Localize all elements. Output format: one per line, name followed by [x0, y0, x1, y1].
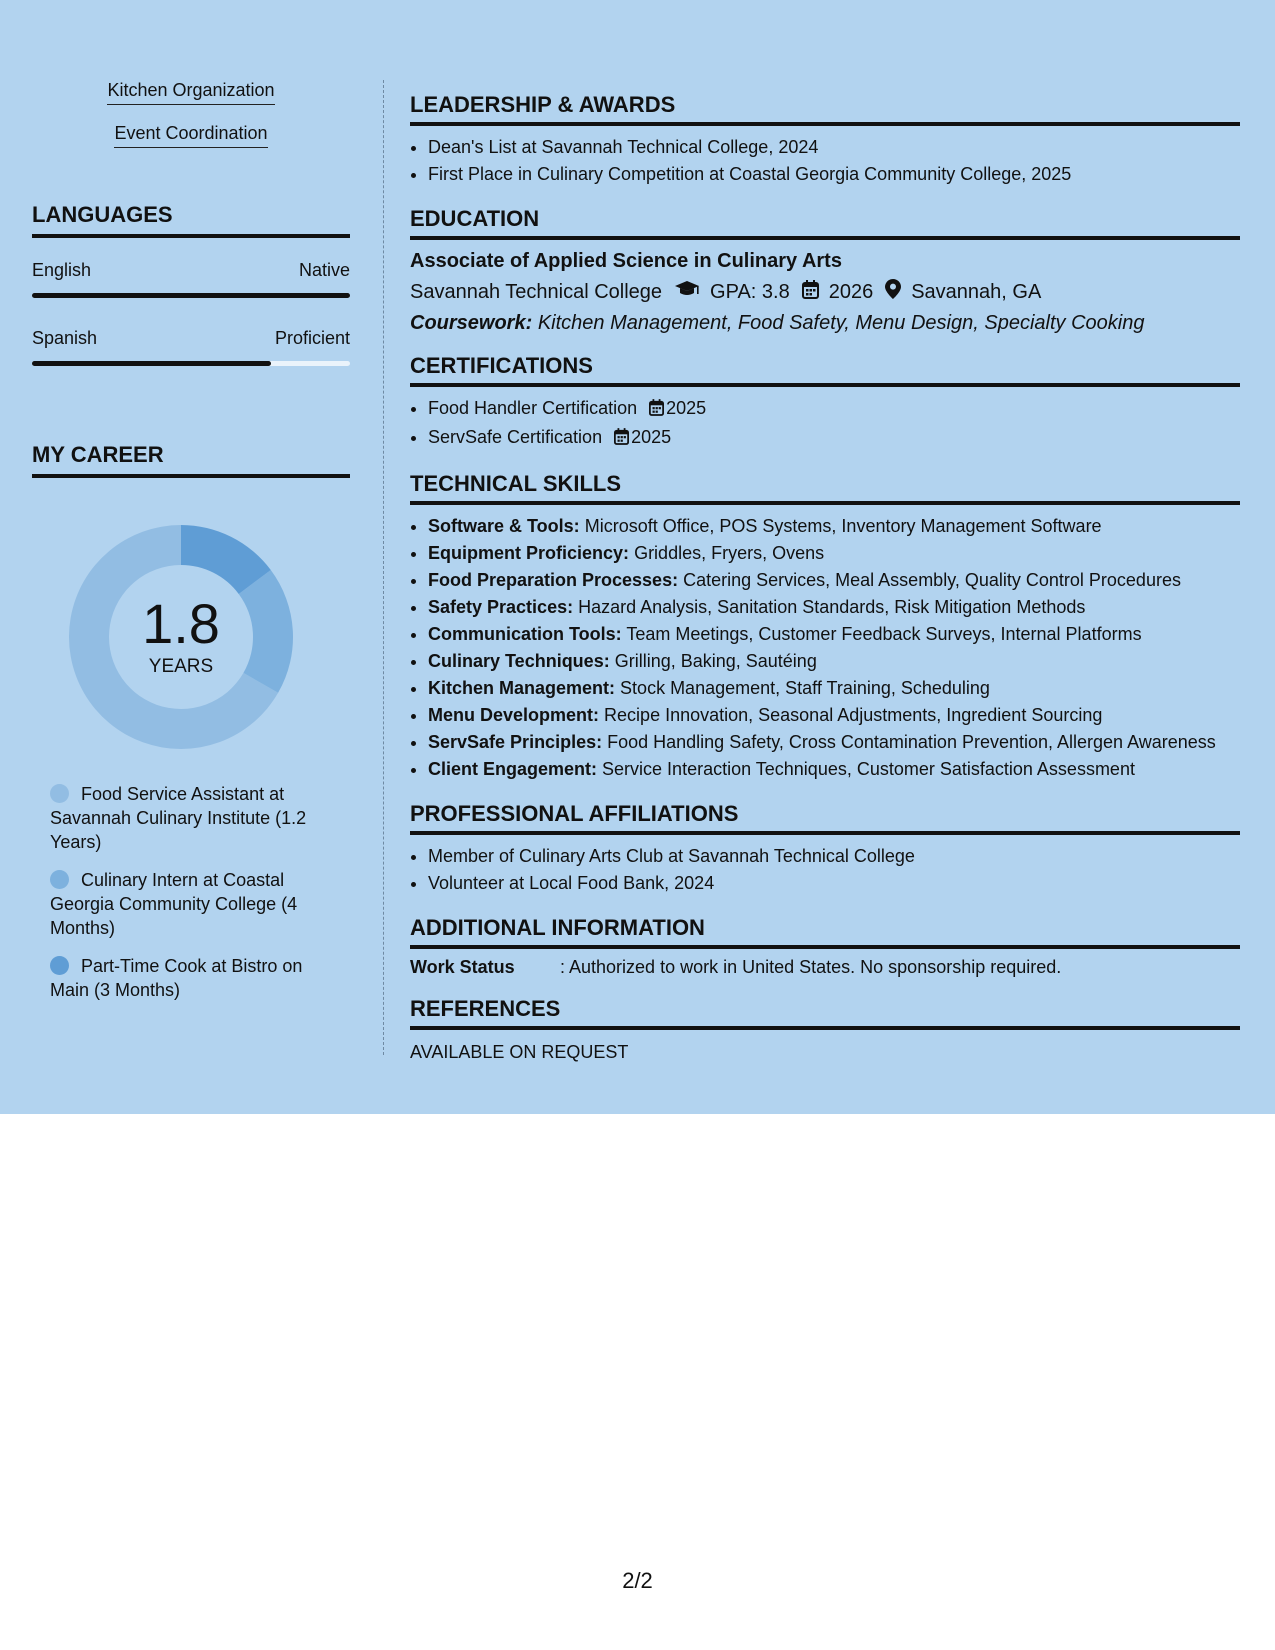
work-status-row: [410, 957, 1240, 978]
career-legend-item: [50, 868, 330, 940]
education-details: [410, 279, 1240, 305]
section-heading: CERTIFICATIONS: [410, 353, 1240, 387]
legend-dot-icon: [50, 870, 69, 889]
language-bar-fill: [32, 293, 350, 298]
career-legend-item: [50, 954, 330, 1002]
left-column: [32, 80, 350, 1016]
certification-name: Food Handler Certification: [428, 398, 638, 418]
technical-skill-item: [428, 621, 1240, 648]
language-bar: [32, 361, 350, 366]
skill-label: ServSafe Principles:: [428, 732, 603, 752]
leadership-section: [410, 92, 1240, 188]
language-level: Native: [298, 260, 350, 280]
references-section: [410, 996, 1240, 1063]
language-bar-fill: [32, 361, 271, 366]
skill-label: Menu Development:: [428, 705, 600, 725]
language-level: Proficient: [274, 328, 350, 348]
references-text: AVAILABLE ON REQUEST: [410, 1042, 629, 1062]
right-column: [410, 92, 1240, 1081]
section-heading: LEADERSHIP & AWARDS: [410, 92, 1240, 126]
career-total-years: 1.8: [142, 592, 220, 655]
technical-skill-item: [428, 567, 1240, 594]
certification-item: [428, 395, 1240, 424]
technical-skill-item: [428, 756, 1240, 783]
language-bar: [32, 293, 350, 298]
skill-value: Microsoft Office, POS Systems, Inventory Management Software: [584, 516, 1102, 536]
technical-skill-item: [428, 702, 1240, 729]
award-item: • First Place in Culinary Competition at Coastal Georgia Community College, 2025: [428, 161, 1240, 188]
school-location: Savannah, GA: [911, 280, 1042, 303]
certification-name: ServSafe Certification: [428, 427, 603, 447]
section-heading: ADDITIONAL INFORMATION: [410, 915, 1240, 949]
career-legend: [50, 782, 330, 1002]
certification-item: [428, 424, 1240, 453]
graduation-year: 2026: [828, 280, 874, 303]
skill-value: Hazard Analysis, Sanitation Standards, Risk Mitigation Methods: [578, 597, 1086, 617]
affiliations-section: [410, 801, 1240, 897]
section-heading: TECHNICAL SKILLS: [410, 471, 1240, 505]
skill-tag: Event Coordination: [114, 123, 267, 148]
skill-label: Culinary Techniques:: [428, 651, 610, 671]
skill-label: Communication Tools:: [428, 624, 622, 644]
career-unit: YEARS: [148, 656, 214, 677]
skill-value: Griddles, Fryers, Ovens: [634, 543, 825, 563]
location-pin-icon: [885, 279, 901, 305]
technical-skill-item: [428, 513, 1240, 540]
degree: Associate of Applied Science in Culinary Arts: [410, 250, 842, 272]
calendar-icon: [614, 426, 629, 453]
skill-value: Grilling, Baking, Sautéing: [614, 651, 817, 671]
affiliation-item: • Volunteer at Local Food Bank, 2024: [428, 870, 1240, 897]
technical-skill-item: [428, 540, 1240, 567]
additional-info-section: [410, 915, 1240, 978]
coursework-label: Coursework:: [410, 312, 533, 334]
skill-value: Stock Management, Staff Training, Scheduling: [620, 678, 990, 698]
skill-value: Team Meetings, Customer Feedback Surveys, Internal Platforms: [626, 624, 1142, 644]
section-heading: PROFESSIONAL AFFILIATIONS: [410, 801, 1240, 835]
gpa: GPA: 3.8: [710, 280, 790, 303]
technical-skill-item: [428, 729, 1240, 756]
school-name: Savannah Technical College: [410, 280, 663, 303]
certification-year: 2025: [631, 427, 672, 447]
skill-label: Software & Tools:: [428, 516, 580, 536]
work-status-value: : Authorized to work in United States. No sponsorship required.: [560, 957, 1062, 977]
skill-value: Food Handling Safety, Cross Contamination Prevention, Allergen Awareness: [607, 732, 1216, 752]
career-donut-chart: [66, 522, 296, 752]
skill-tag: Kitchen Organization: [107, 80, 274, 105]
work-status-label: Work Status: [410, 957, 515, 977]
calendar-icon: [802, 280, 819, 305]
technical-skill-item: [428, 594, 1240, 621]
legend-dot-icon: [50, 784, 69, 803]
career-donut-center: [66, 522, 296, 752]
skill-value: Catering Services, Meal Assembly, Quality Control Procedures: [683, 570, 1181, 590]
career-legend-label: Culinary Intern at Coastal Georgia Community College (4 Months): [50, 870, 298, 938]
legend-dot-icon: [50, 956, 69, 975]
career-heading: MY CAREER: [32, 442, 350, 478]
coursework-list: Kitchen Management, Food Safety, Menu Design, Specialty Cooking: [537, 312, 1145, 334]
affiliation-item: • Member of Culinary Arts Club at Savannah Technical College: [428, 843, 1240, 870]
certifications-section: [410, 353, 1240, 453]
language-name: English: [32, 260, 92, 280]
skill-value: Service Interaction Techniques, Customer Satisfaction Assessment: [602, 759, 1135, 779]
calendar-icon: [649, 397, 664, 424]
career-legend-label: Part-Time Cook at Bistro on Main (3 Months): [50, 956, 303, 1000]
education-section: [410, 206, 1240, 335]
skill-label: Client Engagement:: [428, 759, 598, 779]
graduation-cap-icon: [674, 280, 700, 304]
technical-skills-section: [410, 471, 1240, 783]
language-spanish: [32, 328, 350, 366]
languages-heading: LANGUAGES: [32, 202, 350, 238]
page-number: 2/2: [622, 1568, 653, 1593]
certification-year: 2025: [666, 398, 707, 418]
career-legend-label: Food Service Assistant at Savannah Culinary Institute (1.2 Years): [50, 784, 307, 852]
coursework: [410, 312, 1240, 335]
career-legend-item: [50, 782, 330, 854]
section-heading: EDUCATION: [410, 206, 1240, 240]
skill-label: Safety Practices:: [428, 597, 574, 617]
technical-skill-item: [428, 675, 1240, 702]
technical-skill-item: [428, 648, 1240, 675]
award-item: • Dean's List at Savannah Technical College, 2024: [428, 134, 1240, 161]
column-divider: [383, 80, 384, 1055]
skill-value: Recipe Innovation, Seasonal Adjustments, Ingredient Sourcing: [604, 705, 1103, 725]
skill-label: Food Preparation Processes:: [428, 570, 679, 590]
language-english: [32, 260, 350, 298]
section-heading: REFERENCES: [410, 996, 1240, 1030]
skill-label: Kitchen Management:: [428, 678, 616, 698]
skill-label: Equipment Proficiency:: [428, 543, 630, 563]
language-name: Spanish: [32, 328, 98, 348]
